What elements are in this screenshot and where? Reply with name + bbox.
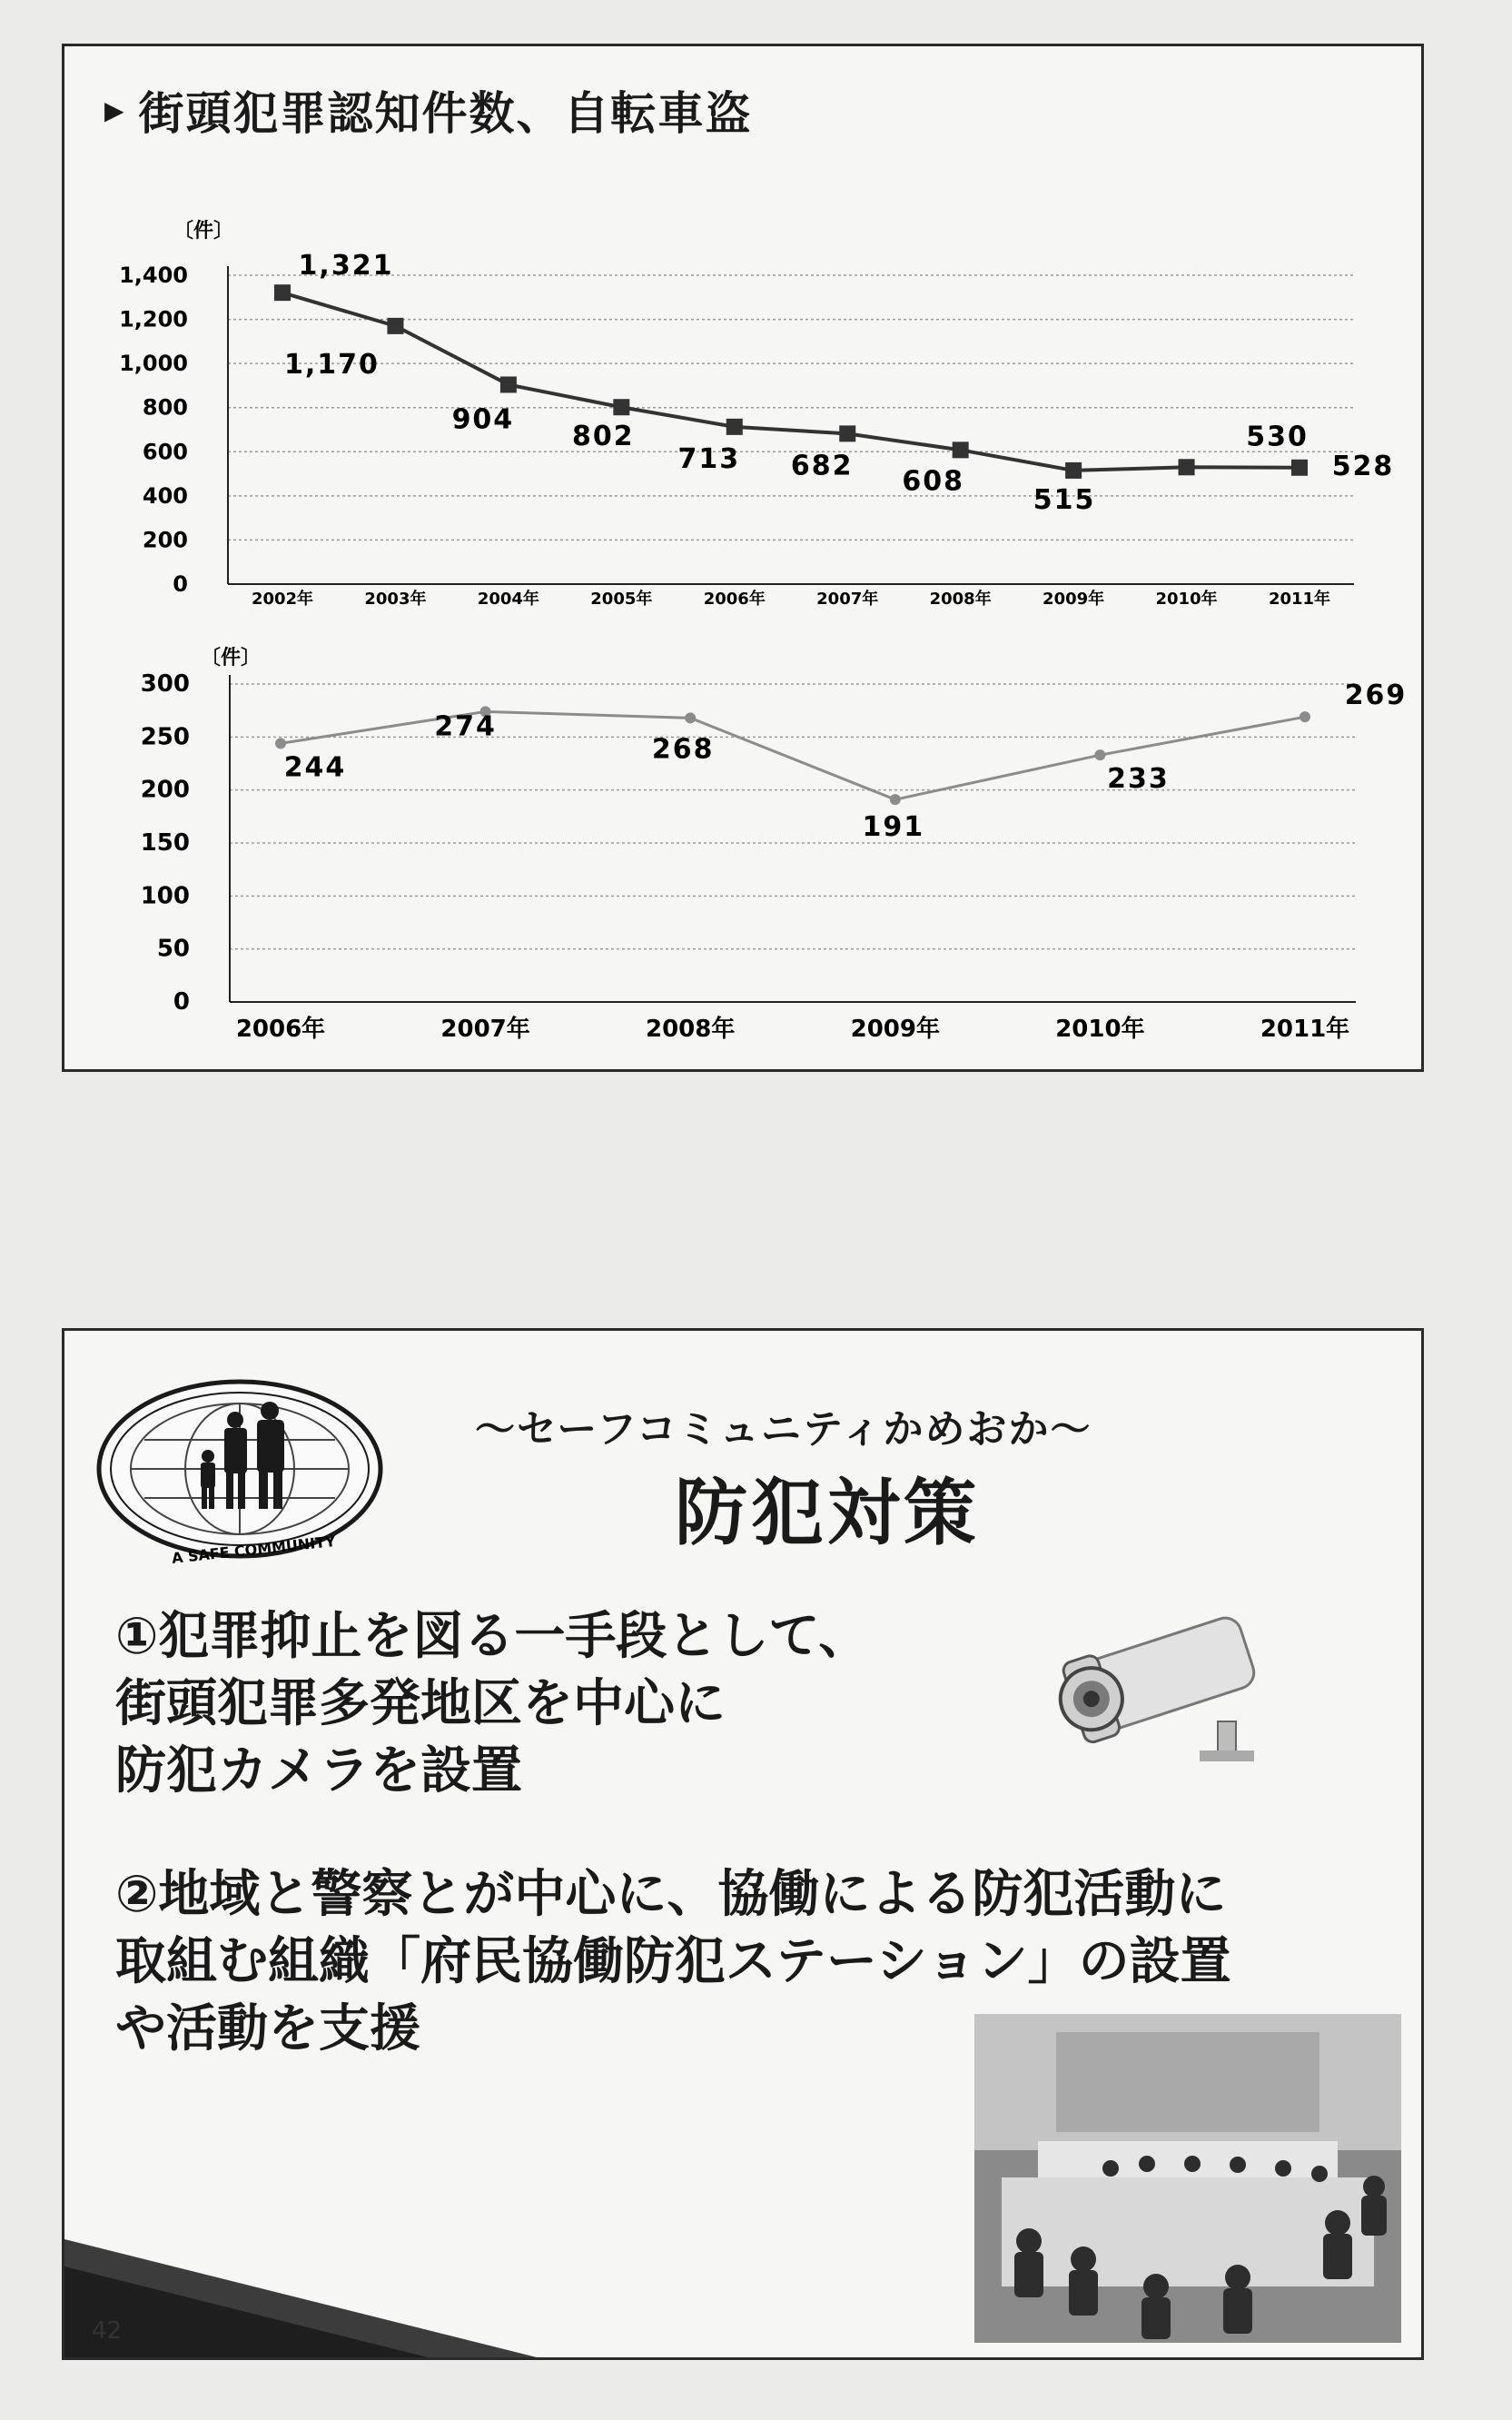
data-point-marker — [839, 425, 855, 441]
x-tick-label: 2006年 — [235, 1016, 326, 1043]
data-point-marker — [1094, 749, 1105, 760]
x-tick-label: 2007年 — [816, 590, 879, 609]
x-tick-label: 2006年 — [703, 590, 766, 609]
data-point-marker — [274, 284, 291, 301]
security-camera-image — [1036, 1594, 1290, 1776]
data-point-marker — [726, 419, 743, 435]
y-tick-label: 1,000 — [119, 351, 188, 377]
data-label: 802 — [572, 421, 635, 453]
data-point-marker — [1300, 711, 1310, 722]
y-tick-label: 100 — [140, 882, 190, 910]
x-tick-label: 2003年 — [364, 590, 427, 609]
data-point-marker — [500, 376, 517, 392]
x-tick-label: 2010年 — [1155, 590, 1218, 609]
x-tick-label: 2002年 — [251, 590, 314, 609]
y-tick-label: 1,400 — [119, 263, 188, 288]
x-tick-label: 2010年 — [1055, 1016, 1145, 1043]
data-label: 233 — [1107, 763, 1170, 796]
data-label: 269 — [1344, 679, 1408, 712]
x-tick-label: 2011年 — [1268, 590, 1331, 609]
data-point-marker — [1291, 460, 1308, 476]
x-tick-label: 2009年 — [1043, 590, 1105, 609]
street-crime-line-chart — [64, 174, 1421, 682]
slide-subtitle: ～セーフコミュニティかめおか～ — [475, 1406, 1092, 1453]
y-tick-label: 0 — [173, 571, 188, 597]
data-label: 682 — [790, 450, 854, 482]
y-tick-label: 50 — [156, 935, 190, 963]
measure-item-1: ①犯罪抑止を図る一手段として、 街頭犯罪多発地区を中心に 防犯カメラを設置 — [115, 1607, 870, 1800]
decorative-wedge — [64, 2212, 537, 2357]
data-label: 528 — [1331, 450, 1395, 482]
x-tick-label: 2008年 — [929, 590, 992, 609]
slide-crime-statistics — [62, 44, 1424, 1072]
x-tick-label: 2009年 — [850, 1016, 940, 1043]
data-label: 274 — [434, 710, 497, 743]
slide-title-text: 街頭犯罪認知件数、自転車盗 — [138, 87, 753, 140]
data-label: 515 — [1033, 483, 1096, 516]
data-point-marker — [1065, 462, 1082, 479]
data-label: 191 — [862, 811, 925, 844]
y-axis-unit-label: 〔件〕 — [201, 647, 262, 669]
y-tick-label: 150 — [140, 829, 190, 857]
y-axis-unit-label: 〔件〕 — [173, 220, 234, 243]
meeting-photo — [974, 2014, 1401, 2343]
page-number: 42 — [92, 2317, 123, 2345]
data-point-marker — [387, 318, 403, 334]
data-label: 904 — [451, 403, 515, 436]
logo-text: A SAFE COMMUNITY — [171, 1532, 337, 1567]
data-point-marker — [613, 399, 629, 415]
data-label: 608 — [902, 465, 964, 498]
bullet-triangle-icon: ▶ — [104, 94, 126, 125]
measure-item-2: ②地域と警察とが中心に、協働による防犯活動に 取組む組織「府民協働防犯ステーション」の設置 や活動を支援 — [115, 1865, 1231, 2058]
slide-crime-prevention — [62, 1328, 1424, 2360]
x-tick-label: 2004年 — [477, 590, 539, 609]
data-point-marker — [1179, 459, 1195, 475]
data-label: 1,321 — [298, 250, 394, 283]
data-label: 713 — [677, 442, 741, 475]
x-tick-label: 2005年 — [590, 590, 653, 609]
y-tick-label: 400 — [142, 482, 188, 509]
x-tick-label: 2008年 — [646, 1016, 736, 1043]
data-point-marker — [275, 738, 286, 749]
x-tick-label: 2007年 — [440, 1016, 530, 1043]
data-label: 530 — [1246, 421, 1309, 453]
slide-heading: 防犯対策 — [675, 1471, 980, 1555]
data-label: 244 — [283, 751, 347, 784]
data-label: 1,170 — [283, 348, 380, 381]
data-point-marker — [685, 712, 696, 723]
y-tick-label: 250 — [140, 723, 190, 751]
y-tick-label: 0 — [173, 988, 190, 1016]
slide-title — [104, 77, 753, 143]
safe-community-logo — [90, 1367, 390, 1576]
data-point-marker — [890, 794, 901, 805]
y-tick-label: 600 — [142, 439, 188, 465]
x-tick-label: 2011年 — [1260, 1016, 1350, 1043]
bicycle-theft-line-chart — [64, 646, 1421, 1064]
y-tick-label: 800 — [142, 394, 188, 421]
y-tick-label: 200 — [140, 776, 190, 804]
y-tick-label: 200 — [142, 527, 188, 553]
data-label: 268 — [651, 733, 715, 766]
y-tick-label: 1,200 — [119, 306, 188, 332]
data-point-marker — [953, 441, 969, 458]
y-tick-label: 300 — [140, 670, 190, 698]
